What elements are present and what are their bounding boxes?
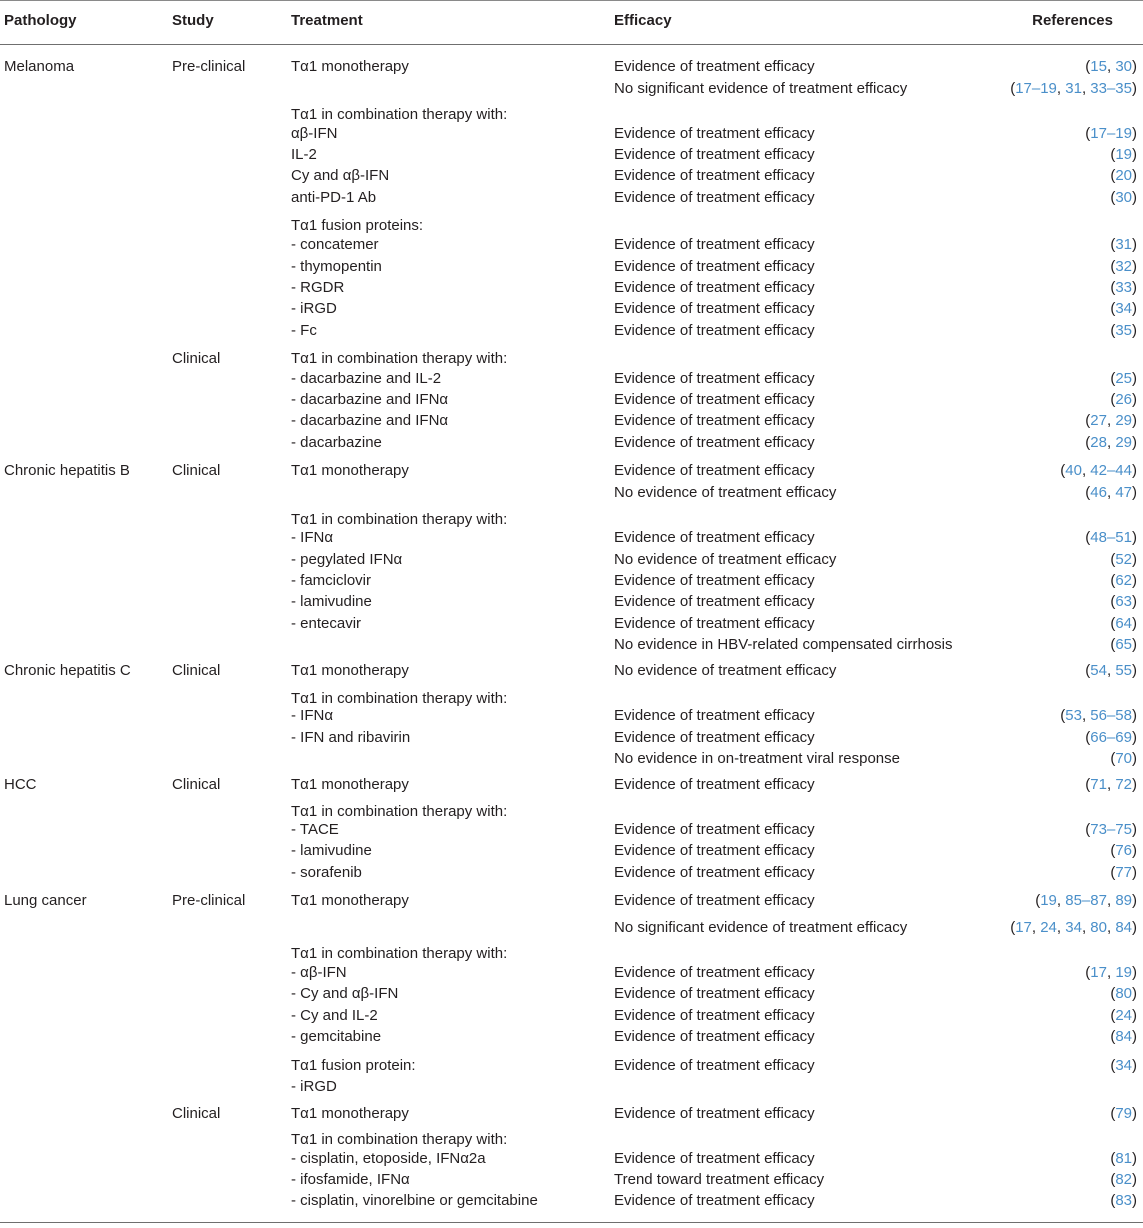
references-cell: (33) (1110, 279, 1137, 296)
reference-link[interactable]: 62 (1115, 572, 1132, 589)
reference-link[interactable]: 35 (1115, 322, 1132, 339)
references-cell: (48–51) (1085, 529, 1137, 546)
treatment-cell: - iRGD (291, 1078, 337, 1095)
reference-link[interactable]: 28 (1090, 434, 1107, 451)
efficacy-cell: Evidence of treatment efficacy (614, 391, 815, 408)
treatment-cell: - concatemer (291, 236, 379, 253)
reference-separator: , (1106, 662, 1116, 679)
reference-separator: , (1056, 919, 1066, 936)
efficacy-cell: Evidence of treatment efficacy (614, 729, 815, 746)
reference-link[interactable]: 34 (1065, 919, 1082, 936)
efficacy-cell: Evidence of treatment efficacy (614, 434, 815, 451)
treatment-cell: - IFNα (291, 707, 333, 724)
reference-link[interactable]: 17 (1090, 964, 1107, 981)
references-cell: (34) (1110, 1057, 1137, 1074)
reference-link[interactable]: 40 (1065, 462, 1082, 479)
header-study: Study (172, 12, 214, 29)
treatment-cell: - dacarbazine and IFNα (291, 412, 449, 429)
efficacy-cell: Evidence of treatment efficacy (614, 964, 815, 981)
reference-link[interactable]: 54 (1090, 662, 1107, 679)
references-cell: (28, 29) (1085, 434, 1137, 451)
references-cell: (79) (1110, 1105, 1137, 1122)
reference-link[interactable]: 65 (1115, 636, 1132, 653)
references-cell: (26) (1110, 391, 1137, 408)
treatment-cell: Tα1 monotherapy (291, 662, 409, 679)
treatment-cell: Tα1 in combination therapy with: (291, 945, 508, 962)
study-cell: Clinical (172, 776, 221, 793)
references-cell: (66–69) (1085, 729, 1137, 746)
treatment-cell: - gemcitabine (291, 1028, 382, 1045)
reference-separator: , (1056, 80, 1066, 97)
efficacy-cell: Trend toward treatment efficacy (614, 1171, 825, 1188)
efficacy-cell: Evidence of treatment efficacy (614, 189, 815, 206)
reference-link[interactable]: 30 (1115, 189, 1132, 206)
efficacy-cell: Evidence of treatment efficacy (614, 279, 815, 296)
pathology-cell: Melanoma (4, 58, 75, 75)
references-cell: (71, 72) (1085, 776, 1137, 793)
efficacy-cell: Evidence of treatment efficacy (614, 300, 815, 317)
treatment-cell: - Fc (291, 322, 317, 339)
treatment-cell: - entecavir (291, 615, 362, 632)
treatment-cell: - dacarbazine and IFNα (291, 391, 449, 408)
reference-separator: , (1031, 919, 1041, 936)
treatment-cell: - αβ-IFN (291, 964, 347, 981)
efficacy-cell: Evidence of treatment efficacy (614, 167, 815, 184)
references-cell: (65) (1110, 636, 1137, 653)
references-cell: (64) (1110, 615, 1137, 632)
efficacy-cell: Evidence of treatment efficacy (614, 1057, 815, 1074)
references-cell: (19) (1110, 146, 1137, 163)
treatment-cell: - RGDR (291, 279, 345, 296)
treatment-cell: Tα1 fusion proteins: (291, 217, 424, 234)
treatment-cell: - IFN and ribavirin (291, 729, 411, 746)
efficacy-cell: Evidence of treatment efficacy (614, 529, 815, 546)
efficacy-cell: Evidence of treatment efficacy (614, 58, 815, 75)
treatment-cell: Tα1 fusion protein: (291, 1057, 416, 1074)
treatment-cell: - cisplatin, etoposide, IFNα2a (291, 1150, 486, 1167)
reference-link[interactable]: 29 (1115, 412, 1132, 429)
treatment-cell: - cisplatin, vinorelbine or gemcitabine (291, 1192, 538, 1209)
treatment-cell: Tα1 monotherapy (291, 1105, 409, 1122)
pathology-cell: Lung cancer (4, 892, 87, 909)
reference-link[interactable]: 48–51 (1090, 529, 1132, 546)
references-cell: (17–19, 31, 33–35) (1010, 80, 1137, 97)
references-cell: (62) (1110, 572, 1137, 589)
pathology-cell: Chronic hepatitis C (4, 662, 131, 679)
efficacy-cell: Evidence of treatment efficacy (614, 572, 815, 589)
header-rule (0, 44, 1143, 45)
reference-link[interactable]: 80 (1090, 919, 1107, 936)
header-pathology: Pathology (4, 12, 77, 29)
treatment-cell: - IFNα (291, 529, 333, 546)
reference-separator: , (1106, 434, 1116, 451)
treatment-cell: - ifosfamide, IFNα (291, 1171, 410, 1188)
reference-link[interactable]: 83 (1115, 1192, 1132, 1209)
study-cell: Clinical (172, 662, 221, 679)
efficacy-cell: Evidence of treatment efficacy (614, 412, 815, 429)
treatment-cell: - thymopentin (291, 258, 382, 275)
reference-link[interactable]: 47 (1115, 484, 1132, 501)
references-cell: (32) (1110, 258, 1137, 275)
references-cell: (27, 29) (1085, 412, 1137, 429)
references-cell: (40, 42–44) (1060, 462, 1137, 479)
efficacy-cell: Evidence of treatment efficacy (614, 892, 815, 909)
reference-link[interactable]: 64 (1115, 615, 1132, 632)
references-cell: (15, 30) (1085, 58, 1137, 75)
reference-link[interactable]: 15 (1090, 58, 1107, 75)
reference-link[interactable]: 31 (1115, 236, 1132, 253)
treatment-cell: Tα1 monotherapy (291, 462, 409, 479)
efficacy-cell: No evidence in on-treatment viral response (614, 750, 900, 767)
efficacy-cell: Evidence of treatment efficacy (614, 593, 815, 610)
reference-link[interactable]: 34 (1115, 1057, 1132, 1074)
reference-link[interactable]: 85–87 (1065, 892, 1107, 909)
references-cell: (24) (1110, 1007, 1137, 1024)
treatment-cell: Cy and αβ-IFN (291, 167, 390, 184)
references-cell: (76) (1110, 842, 1137, 859)
reference-link[interactable]: 70 (1115, 750, 1132, 767)
reference-link[interactable]: 80 (1115, 985, 1132, 1002)
references-cell: (52) (1110, 551, 1137, 568)
treatment-cell: αβ-IFN (291, 125, 338, 142)
treatment-cell: - iRGD (291, 300, 337, 317)
efficacy-cell: Evidence of treatment efficacy (614, 236, 815, 253)
reference-link[interactable]: 72 (1115, 776, 1132, 793)
treatment-cell: Tα1 in combination therapy with: (291, 106, 508, 123)
table-top-rule (0, 0, 1143, 1)
references-cell: (84) (1110, 1028, 1137, 1045)
treatment-cell: Tα1 in combination therapy with: (291, 803, 508, 820)
reference-separator: , (1106, 776, 1116, 793)
reference-link[interactable]: 42–44 (1090, 462, 1132, 479)
efficacy-cell: Evidence of treatment efficacy (614, 821, 815, 838)
efficacy-cell: Evidence of treatment efficacy (614, 842, 815, 859)
reference-link[interactable]: 46 (1090, 484, 1107, 501)
efficacy-cell: Evidence of treatment efficacy (614, 370, 815, 387)
treatment-cell: - dacarbazine and IL-2 (291, 370, 442, 387)
reference-link[interactable]: 89 (1115, 892, 1132, 909)
efficacy-cell: Evidence of treatment efficacy (614, 1028, 815, 1045)
reference-separator: , (1081, 80, 1091, 97)
efficacy-cell: Evidence of treatment efficacy (614, 707, 815, 724)
treatment-cell: - Cy and IL-2 (291, 1007, 378, 1024)
treatment-cell: Tα1 in combination therapy with: (291, 690, 508, 707)
reference-link[interactable]: 33 (1115, 279, 1132, 296)
reference-separator: , (1081, 919, 1091, 936)
treatment-cell: IL-2 (291, 146, 317, 163)
reference-link[interactable]: 76 (1115, 842, 1132, 859)
efficacy-cell: Evidence of treatment efficacy (614, 322, 815, 339)
treatment-cell: - sorafenib (291, 864, 362, 881)
references-cell: (81) (1110, 1150, 1137, 1167)
treatment-cell: Tα1 monotherapy (291, 776, 409, 793)
reference-separator: , (1106, 58, 1116, 75)
reference-link[interactable]: 32 (1115, 258, 1132, 275)
reference-link[interactable]: 84 (1115, 919, 1132, 936)
pathology-cell: Chronic hepatitis B (4, 462, 130, 479)
reference-separator: , (1081, 707, 1091, 724)
efficacy-cell: No significant evidence of treatment efficacy (614, 919, 908, 936)
efficacy-cell: Evidence of treatment efficacy (614, 1105, 815, 1122)
reference-link[interactable]: 26 (1115, 391, 1132, 408)
references-cell: (80) (1110, 985, 1137, 1002)
references-cell: (17, 19) (1085, 964, 1137, 981)
reference-separator: , (1081, 462, 1091, 479)
reference-link[interactable]: 79 (1115, 1105, 1132, 1122)
references-cell: (70) (1110, 750, 1137, 767)
reference-link[interactable]: 56–58 (1090, 707, 1132, 724)
reference-separator: , (1106, 892, 1116, 909)
reference-link[interactable]: 53 (1065, 707, 1082, 724)
efficacy-cell: Evidence of treatment efficacy (614, 1150, 815, 1167)
treatment-cell: anti-PD-1 Ab (291, 189, 377, 206)
reference-link[interactable]: 55 (1115, 662, 1132, 679)
efficacy-cell: Evidence of treatment efficacy (614, 1192, 815, 1209)
treatment-cell: Tα1 in combination therapy with: (291, 511, 508, 528)
references-cell: (17–19) (1085, 125, 1137, 142)
reference-link[interactable]: 19 (1115, 146, 1132, 163)
efficacy-cell: Evidence of treatment efficacy (614, 985, 815, 1002)
references-cell: (54, 55) (1085, 662, 1137, 679)
reference-link[interactable]: 34 (1115, 300, 1132, 317)
reference-link[interactable]: 82 (1115, 1171, 1132, 1188)
reference-link[interactable]: 24 (1115, 1007, 1132, 1024)
treatment-cell: - TACE (291, 821, 339, 838)
treatment-cell: - famciclovir (291, 572, 372, 589)
treatment-cell: - pegylated IFNα (291, 551, 403, 568)
references-cell: (20) (1110, 167, 1137, 184)
references-cell: (19, 85–87, 89) (1035, 892, 1137, 909)
efficacy-cell: No evidence of treatment efficacy (614, 551, 837, 568)
pathology-cell: HCC (4, 776, 37, 793)
efficacy-cell: Evidence of treatment efficacy (614, 615, 815, 632)
efficacy-cell: No evidence in HBV-related compensated cirrhosis (614, 636, 953, 653)
reference-link[interactable]: 84 (1115, 1028, 1132, 1045)
reference-link[interactable]: 17–19 (1090, 125, 1132, 142)
reference-link[interactable]: 19 (1115, 964, 1132, 981)
reference-separator: , (1106, 964, 1116, 981)
efficacy-cell: Evidence of treatment efficacy (614, 1007, 815, 1024)
efficacy-cell: Evidence of treatment efficacy (614, 146, 815, 163)
reference-link[interactable]: 66–69 (1090, 729, 1132, 746)
treatment-cell: Tα1 in combination therapy with: (291, 350, 508, 367)
table-bottom-rule (0, 1222, 1143, 1223)
study-cell: Clinical (172, 350, 221, 367)
treatment-cell: Tα1 in combination therapy with: (291, 1131, 508, 1148)
treatment-cell: - Cy and αβ-IFN (291, 985, 399, 1002)
treatment-cell: - lamivudine (291, 593, 372, 610)
reference-link[interactable]: 81 (1115, 1150, 1132, 1167)
reference-link[interactable]: 52 (1115, 551, 1132, 568)
references-cell: (46, 47) (1085, 484, 1137, 501)
header-references: References (1032, 12, 1113, 29)
header-efficacy: Efficacy (614, 12, 672, 29)
references-cell: (63) (1110, 593, 1137, 610)
references-cell: (77) (1110, 864, 1137, 881)
reference-separator: , (1056, 892, 1066, 909)
treatment-cell: - dacarbazine (291, 434, 382, 451)
reference-link[interactable]: 25 (1115, 370, 1132, 387)
reference-link[interactable]: 17–19 (1015, 80, 1057, 97)
study-cell: Clinical (172, 462, 221, 479)
reference-link[interactable]: 20 (1115, 167, 1132, 184)
reference-link[interactable]: 19 (1040, 892, 1057, 909)
study-cell: Pre-clinical (172, 892, 246, 909)
references-cell: (73–75) (1085, 821, 1137, 838)
efficacy-cell: Evidence of treatment efficacy (614, 258, 815, 275)
reference-link[interactable]: 29 (1115, 434, 1132, 451)
treatment-cell: Tα1 monotherapy (291, 892, 409, 909)
references-cell: (31) (1110, 236, 1137, 253)
efficacy-cell: No evidence of treatment efficacy (614, 662, 837, 679)
references-cell: (17, 24, 34, 80, 84) (1010, 919, 1137, 936)
treatment-cell: Tα1 monotherapy (291, 58, 409, 75)
efficacy-cell: No significant evidence of treatment efficacy (614, 80, 908, 97)
references-cell: (30) (1110, 189, 1137, 206)
efficacy-cell: No evidence of treatment efficacy (614, 484, 837, 501)
study-cell: Clinical (172, 1105, 221, 1122)
references-cell: (53, 56–58) (1060, 707, 1137, 724)
reference-separator: , (1106, 919, 1116, 936)
reference-link[interactable]: 63 (1115, 593, 1132, 610)
reference-link[interactable]: 33–35 (1090, 80, 1132, 97)
efficacy-cell: Evidence of treatment efficacy (614, 125, 815, 142)
efficacy-cell: Evidence of treatment efficacy (614, 776, 815, 793)
reference-link[interactable]: 24 (1040, 919, 1057, 936)
reference-link[interactable]: 77 (1115, 864, 1132, 881)
reference-separator: , (1106, 412, 1116, 429)
reference-link[interactable]: 71 (1090, 776, 1107, 793)
reference-link[interactable]: 30 (1115, 58, 1132, 75)
references-cell: (25) (1110, 370, 1137, 387)
treatment-cell: - lamivudine (291, 842, 372, 859)
reference-separator: , (1106, 484, 1116, 501)
efficacy-cell: Evidence of treatment efficacy (614, 462, 815, 479)
study-cell: Pre-clinical (172, 58, 246, 75)
reference-link[interactable]: 27 (1090, 412, 1107, 429)
reference-link[interactable]: 73–75 (1090, 821, 1132, 838)
references-cell: (82) (1110, 1171, 1137, 1188)
references-cell: (34) (1110, 300, 1137, 317)
header-treatment: Treatment (291, 12, 363, 29)
reference-link[interactable]: 31 (1065, 80, 1082, 97)
references-cell: (35) (1110, 322, 1137, 339)
references-cell: (83) (1110, 1192, 1137, 1209)
efficacy-cell: Evidence of treatment efficacy (614, 864, 815, 881)
reference-link[interactable]: 17 (1015, 919, 1032, 936)
